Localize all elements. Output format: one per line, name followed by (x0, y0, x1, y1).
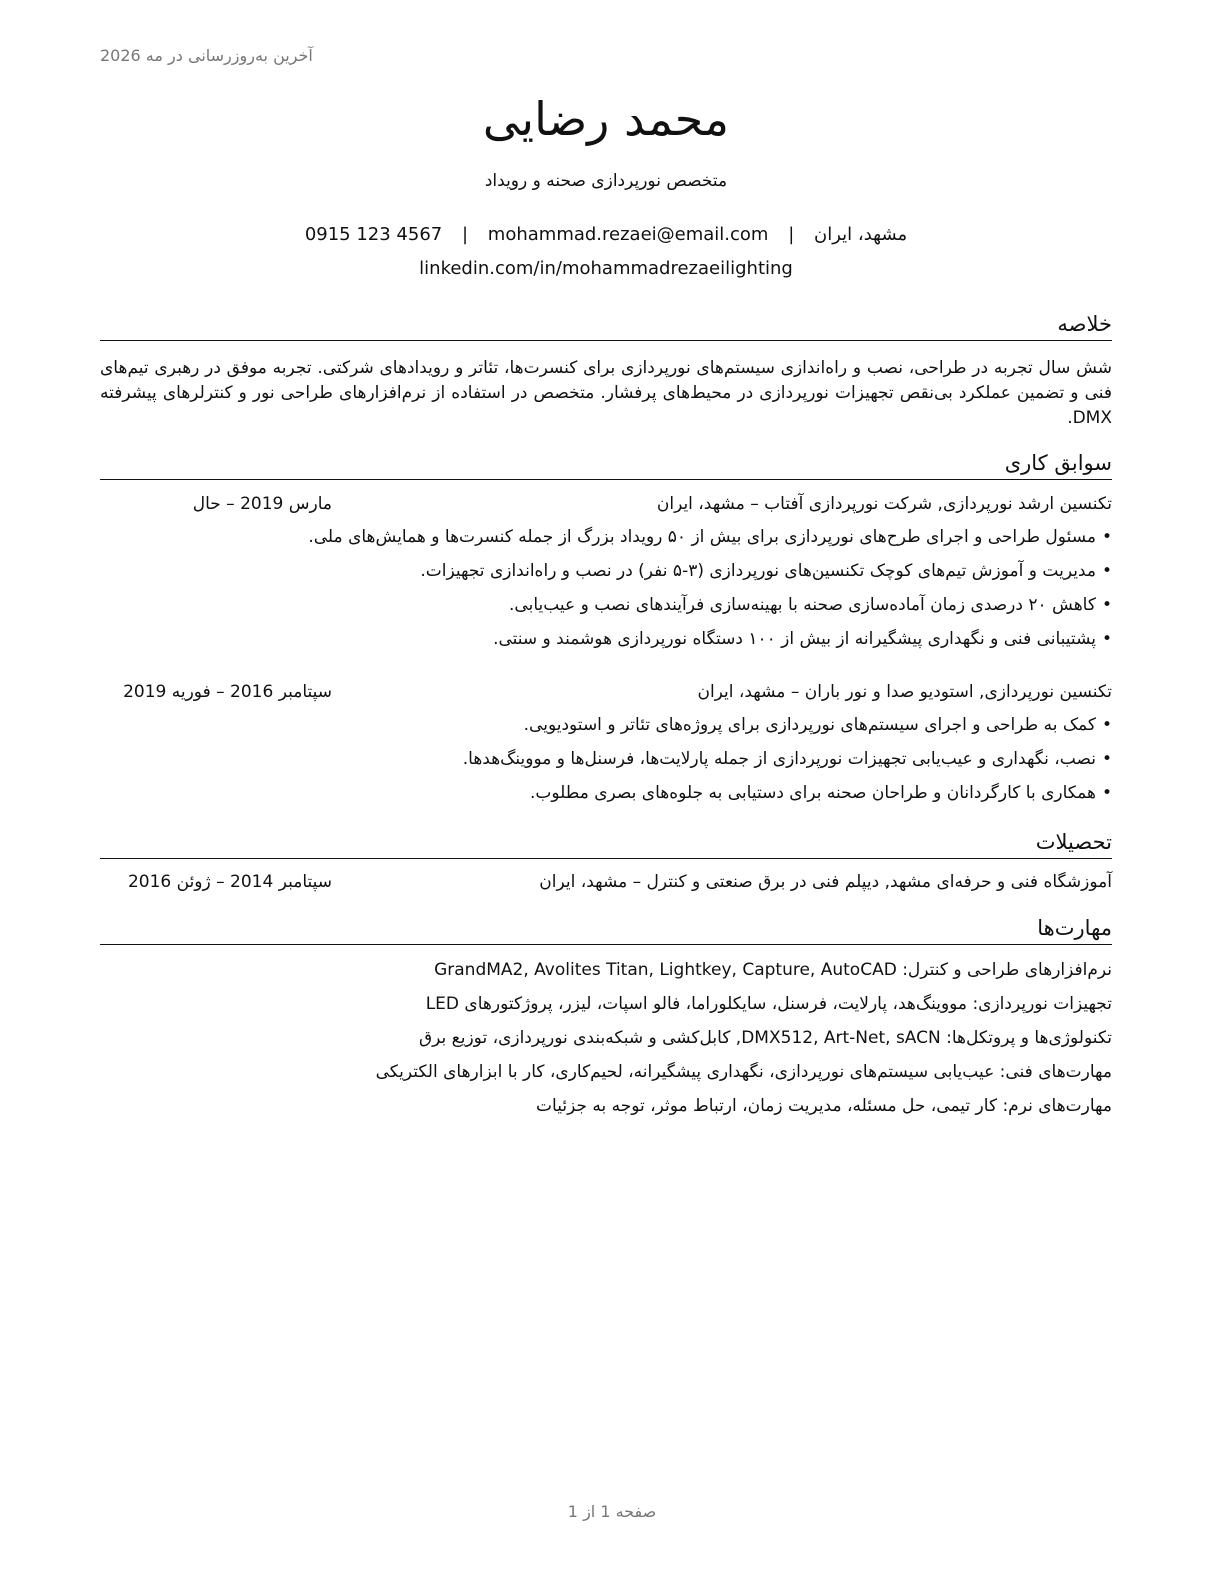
job-bullets (100, 713, 1112, 815)
job-title: متخصص نورپردازی صحنه و رویداد (484, 171, 728, 191)
list-item: • همکاری با کارگردانان و طراحان صحنه برای دستیابی به جلوه‌های بصری مطلوب. (100, 781, 1112, 815)
contact-separator: | (788, 224, 795, 245)
contact-line (100, 224, 1112, 245)
skill-line: تجهیزات نورپردازی: مووینگ‌هد، پارلایت، فرسنل، سایکلوراما، فالو اسپات، لیزر، پروژکتورهای LED (425, 994, 1112, 1014)
list-item: • مسئول طراحی و اجرای طرح‌های نورپردازی برای بیش از ۵۰ رویداد بزرگ از جمله کنسرت‌ها و همایش‌های ملی. (100, 525, 1112, 559)
last-updated: آخرین به‌روزرسانی در مه 2026 (100, 46, 313, 65)
job-role: تکنسین ارشد نورپردازی, شرکت نورپردازی آفتاب – مشهد، ایران (656, 494, 1112, 514)
contact-email[interactable]: mohammad.rezaei@email.com (487, 224, 769, 245)
education-heading: تحصیلات (100, 828, 1112, 859)
job-role: تکنسین نورپردازی, استودیو صدا و نور باران – مشهد، ایران (697, 682, 1112, 702)
skill-line: نرم‌افزارهای طراحی و کنترل: GrandMA2, Avolites Titan, Lightkey, Capture, AutoCAD (434, 960, 1112, 980)
summary-text: شش سال تجربه در طراحی، نصب و راه‌اندازی سیستم‌های نورپردازی برای کنسرت‌ها، تئاتر و رویدادهای شرکتی. تجربه موفق در رهبری تیم‌های فنی و تضمین عملکرد بی‌نقص تجهیزات نورپردازی در محیط‌های پرفشار. متخصص در استفاده از نرم‌افزارهای طراحی نور و کنترلرهای پیشرفته DMX. (100, 358, 1112, 428)
education-dates: سپتامبر 2014 – ژوئن 2016 (127, 872, 332, 892)
experience-heading: سوابق کاری (100, 449, 1112, 480)
skills-list (100, 958, 1112, 1128)
education-school: آموزشگاه فنی و حرفه‌ای مشهد, دیپلم فنی در برق صنعتی و کنترل – مشهد، ایران (539, 872, 1112, 892)
job-dates: مارس 2019 – حال (192, 494, 332, 514)
contact-phone: 0915 123 4567 (304, 224, 443, 245)
job-bullets (100, 525, 1112, 661)
list-item: • پشتیبانی فنی و نگهداری پیشگیرانه از بیش از ۱۰۰ دستگاه نورپردازی هوشمند و سنتی. (100, 627, 1112, 661)
contact-location: مشهد، ایران (814, 224, 908, 245)
summary-heading: خلاصه (100, 310, 1112, 341)
education-entry (100, 872, 1112, 896)
list-item: • مدیریت و آموزش تیم‌های کوچک تکنسین‌های نورپردازی (۳-۵ نفر) در نصب و راه‌اندازی تجهیزات. (100, 559, 1112, 593)
skill-line: مهارت‌های نرم: کار تیمی، حل مسئله، مدیریت زمان، ارتباط موثر، توجه به جزئیات (536, 1096, 1112, 1116)
contact-separator: | (461, 224, 469, 245)
list-item: • کمک به طراحی و اجرای سیستم‌های نورپردازی برای پروژه‌های تئاتر و استودیویی. (100, 713, 1112, 747)
list-item: • نصب، نگهداری و عیب‌یابی تجهیزات نورپردازی از جمله پارلایت‌ها، فرسنل‌ها و مووینگ‌هدها. (100, 747, 1112, 781)
skills-heading: مهارت‌ها (100, 914, 1112, 945)
page-number: صفحه 1 از 1 (567, 1502, 657, 1521)
list-item: • کاهش ۲۰ درصدی زمان آماده‌سازی صحنه با بهینه‌سازی فرآیندهای نصب و عیب‌یابی. (100, 593, 1112, 627)
skill-line: تکنولوژی‌ها و پروتکل‌ها: DMX512, Art-Net, sACN, کابل‌کشی و شبکه‌بندی نورپردازی، توزیع برق (418, 1028, 1112, 1048)
contact-linkedin[interactable]: linkedin.com/in/mohammadrezaeilighting (419, 258, 793, 279)
skill-line: مهارت‌های فنی: عیب‌یابی سیستم‌های نورپردازی، نگهداری پیشگیرانه، لحیم‌کاری، کار با ابزارهای الکتریکی (375, 1062, 1112, 1082)
candidate-name: محمد رضایی (482, 92, 730, 146)
job-dates: سپتامبر 2016 – فوریه 2019 (123, 682, 332, 702)
job-header (100, 494, 1112, 518)
job-header (100, 682, 1112, 706)
